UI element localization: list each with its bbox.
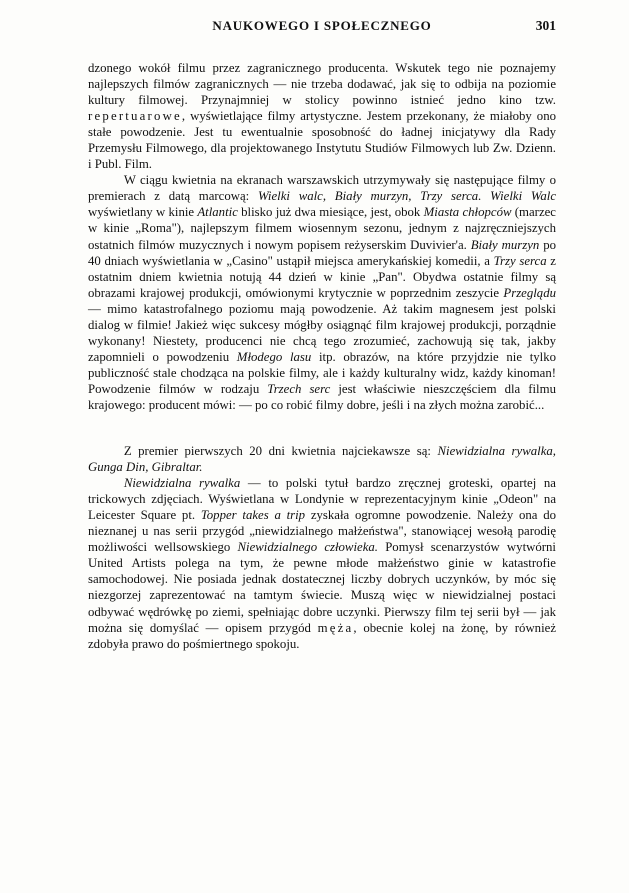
- paragraph-2-title-6: Trzech serc: [267, 381, 331, 396]
- paragraph-2-titles-1: Wielki walc, Biały murzyn, Trzy serca. Wielki Walc: [257, 189, 556, 204]
- paragraph-3-text: Z premier pierwszych 20 dni kwietnia najciekawsze są:: [123, 444, 438, 459]
- paragraph-1-text-a: dzonego wokół filmu przez zagranicznego producenta. Wskutek tego nie poznajemy najlepszych filmów zagranicznych — nie trzeba dodawać, jak się to odbija na poziomie kultury filmowej. Przynajmniej w stolicy powinno istnieć jedno kino tzw.: [88, 61, 556, 108]
- paragraph-2-text-3: blisko już dwa miesiące, jest, obok: [237, 205, 424, 220]
- paragraph-4-text-4: , obecnie kolej na żonę, by również zdobyła prawo do pośmiertnego spokoju.: [88, 620, 556, 651]
- paragraph-4-text-1: — to polski tytuł bardzo zręcznej groteski, opartej na trickowych zdjęciach. Wyświetlana w Londynie w reprezentacyjnym kinie „Odeon" na Leicester Square pt.: [88, 476, 556, 523]
- paragraph-3-titles: Niewidzialna rywalka, Gunga Din, Gibraltar.: [88, 444, 556, 475]
- article-body: [88, 60, 556, 652]
- paragraph-2-text-9: jest właściwie nieszczęściem dla filmu krajowego: producent mówi: — po co robić filmy dobre, jeśli i na złych można zarobić...: [88, 381, 556, 412]
- paragraph-2-text-8: itp. obrazów, na które przyjdzie nie tylko publiczność stale chodząca na polskie filmy, ale i każdy kulturalny widz, każdy kinoman! Powodzenie filmów w rodzaju: [88, 349, 556, 396]
- paragraph-2-text-6: z ostatnim dniem kwietnia notują 44 dzień w kinie „Pan". Obydwa ostatnie filmy są obrazami krajowej produkcji, omówionymi krytycznie w poprzednim zeszycie: [88, 253, 556, 300]
- paragraph-2-cinema-name: Atlantic: [197, 205, 238, 220]
- paragraph-2-journal-title: Przeglądu: [503, 285, 556, 300]
- paragraph-4-text-3: Pomysł scenarzystów wytwórni United Artists polega na tym, że pewne młode małżeństwo ginie w katastrofie samochodowej. Nie posiada jednak dostatecznej liczby dobrych uczynków, by móc się niezgorzej zaprezentować na tamtym świecie. Muszą więc w niewidzialnej postaci odbywać wędrówkę po ziemi, spełniając dobre uczynki. Pierwszy film tej serii był — jak można się domyślać — opisem przygód: [88, 540, 556, 635]
- paragraph-2: [88, 172, 556, 413]
- paragraph-1-text-b: , wyświetlające filmy artystyczne. Jestem przekonany, że miałoby ono stałe powodzenie. Jest tu ewentualnie sposobność do ładnej inicjatywy dla Rady Przemysłu Filmowego, dla projektowanego Instytutu Studiów Filmowych lub Zw. Dzienn. i Publ. Film.: [88, 109, 556, 172]
- paragraph-4-title-3: Niewidzialnego człowieka.: [237, 540, 378, 555]
- paragraph-2-text-4: (marzec w kinie „Roma"), najlepszym filmem wiosennym sezonu, jednym z najzręczniejszych ostatnich filmów muzycznych i nowym popisem reżyserskim Duvivier'a.: [88, 205, 556, 252]
- paragraph-2-text-5: po 40 dniach wyświetlania w „Casino" ustąpił miejsca amerykańskiej komedii, a: [88, 237, 556, 268]
- paragraph-1: [88, 60, 556, 172]
- paragraph-2-title-3: Biały murzyn: [470, 237, 540, 252]
- section-gap: [88, 413, 556, 443]
- paragraph-4-text-2: zyskała ogromne powodzenie. Należy ona do nieznanej u nas serii przygód „niewidzialnego małżeństwa", stanowiącej wesołą parodię możliwości wellsowskiego: [88, 508, 557, 555]
- running-header: [88, 18, 556, 42]
- paragraph-2-title-4: Trzy serca: [493, 253, 547, 268]
- paragraph-2-title-5: Młodego lasu: [236, 349, 312, 364]
- paragraph-1-spaced-word: repertuarowe: [88, 109, 182, 124]
- page-number: 301: [535, 18, 556, 33]
- paragraph-3: [88, 443, 556, 475]
- paragraph-4-spaced-word: męża: [317, 620, 354, 635]
- paragraph-2-text-2: wyświetlany w kinie: [88, 205, 198, 220]
- header-title: NAUKOWEGO I SPOŁECZNEGO: [212, 18, 432, 33]
- paragraph-2-text-7: — mimo katastrofalnego poziomu mają powodzenie. Aż takim magnesem jest polski dialog w filmie! Jakież więc sukcesy mógłby osiągnąć film krajowej produkcji, porządnie wykonany! Niestety, producenci nie chcą tego zrozumieć, zachowują się tak, jakby zapomnieli o powodzeniu: [88, 301, 556, 364]
- paragraph-4: [88, 475, 556, 652]
- paragraph-4-title-2: Topper takes a trip: [200, 508, 306, 523]
- paragraph-2-title-2: Miasta chłopców: [423, 205, 512, 220]
- paragraph-2-text-1: W ciągu kwietnia na ekranach warszawskich utrzymywały się następujące filmy o premierach z datą marcową:: [88, 173, 556, 204]
- paragraph-4-title-1: Niewidzialna rywalka: [123, 476, 241, 491]
